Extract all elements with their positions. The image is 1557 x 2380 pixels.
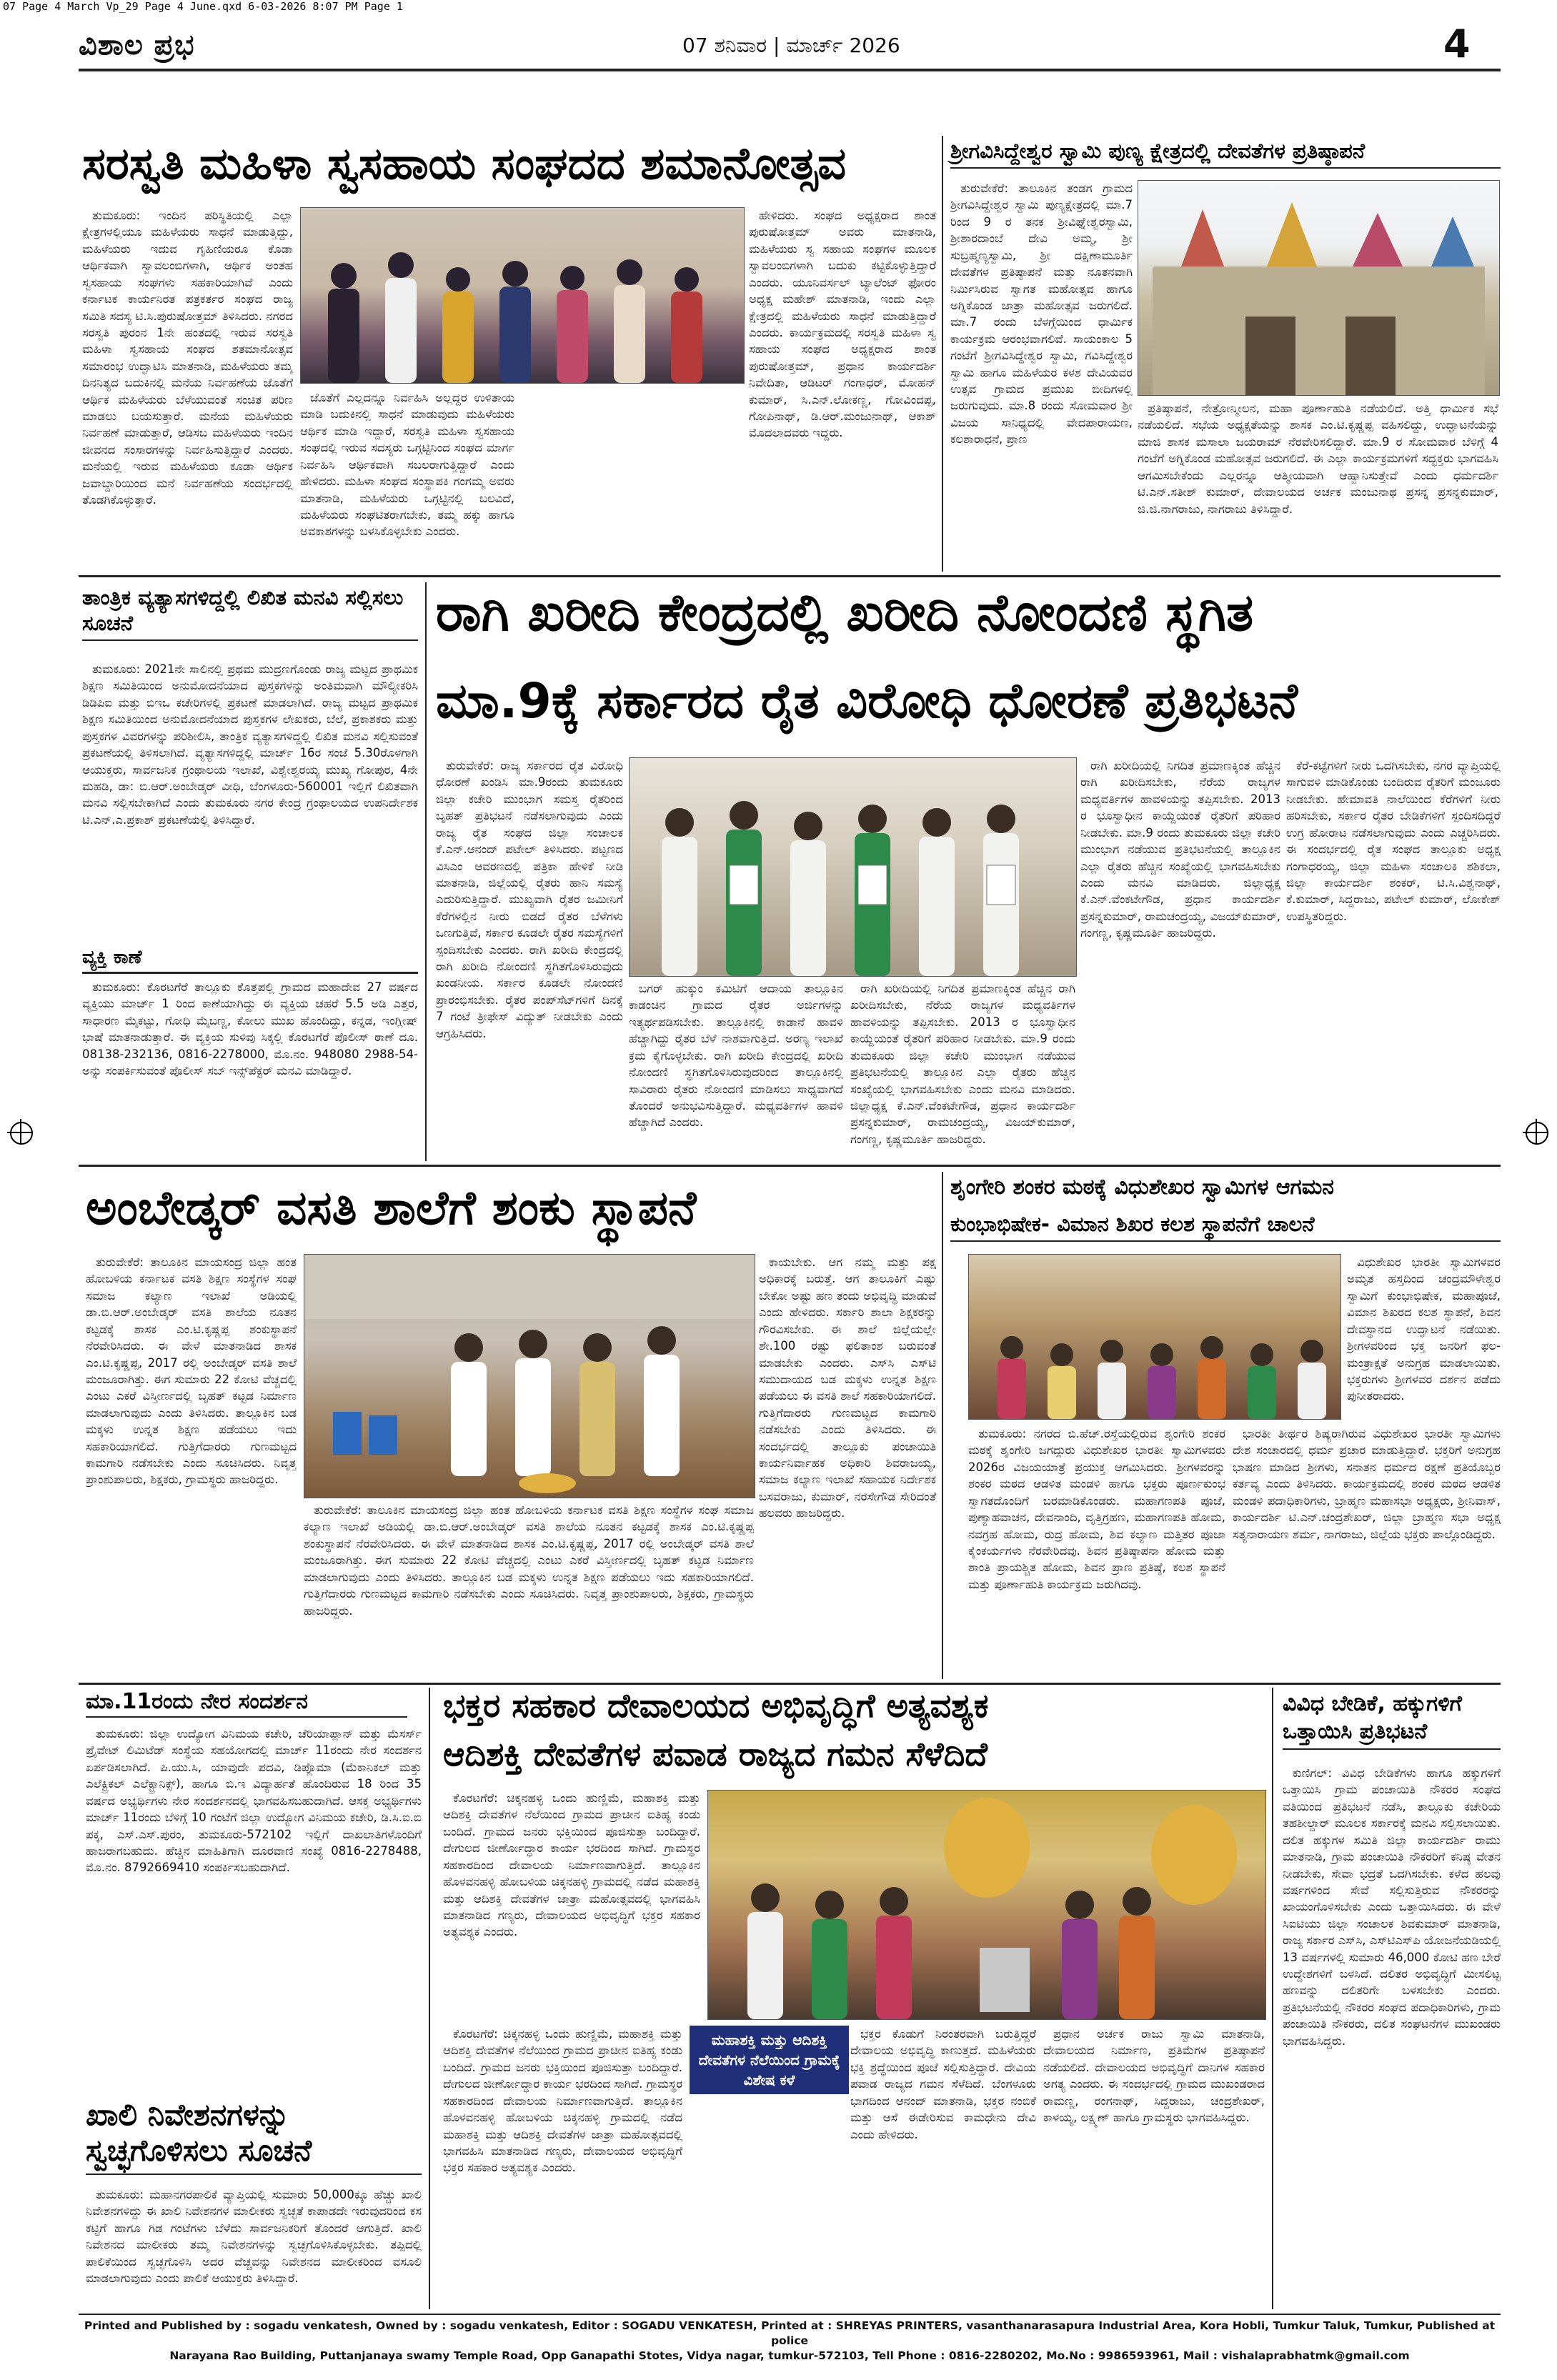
column-divider [942,1172,943,1679]
temple-devotees-illustration [708,1791,1265,2019]
issue-date: 07 ಶನಿವಾರ | ಮಾರ್ಚ್ 2026 [682,34,900,57]
article-temple-col1: ಕೊರಟಗೆರೆ: ಚಿಕ್ಕನಹಳ್ಳಿ ಒಂದು ಹುಣ್ಣಿಮೆ, ಮಹಾಶಕ್ತಿ ಮತ್ತು ಆದಿಶಕ್ತಿ ದೇವತೆಗಳ ನೆಲೆಯಿಂದ ಗ್ರಾಮದ ಪ್ರಾಚೀನ ಐತಿಹ್ಯ ಕಂಡು ಬಂದಿದೆ. ಗ್ರಾಮದ ಜನರು ಭಕ್ತಿಯಿಂದ ಪೂಜಿಸುತ್ತಾ ಬಂದಿದ್ದಾರೆ. ದೇಗುಲದ ಜೀರ್ಣೋದ್ಧಾರ ಕಾರ್ಯ ಭರದಿಂದ ಸಾಗಿದೆ. ಗ್ರಾಮಸ್ಥರ ಸಹಕಾರದಿಂದ ದೇವಾಲಯ ನಿರ್ಮಾಣವಾಗುತ್ತಿದೆ. ತಾಲ್ಲೂಕಿನ ಹೊಳವನಹಳ್ಳಿ ಹೋಬಳಿಯ ಚಿಕ್ಕನಹಳ್ಳಿ ಗ್ರಾಮದಲ್ಲಿ ನಡೆದ ಮಹಾಶಕ್ತಿ ಮತ್ತು ಆದಿಶಕ್ತಿ ದೇವತೆಗಳ ಜಾತ್ರಾ ಮಹೋತ್ಸವದಲ್ಲಿ ಭಾಗವಹಿಸಿ ಮಾತನಾಡಿದ ಗಣ್ಯರು, ದೇವಾಲಯದ ಅಭಿವೃದ್ಧಿಗೆ ಭಕ್ತರ ಸಹಕಾರ ಅತ್ಯವಶ್ಯಕ ಎಂದರು. [443,1791,700,1939]
article-technical-differences: ತುಮಕೂರು: 2021ನೇ ಸಾಲಿನಲ್ಲಿ ಪ್ರಥಮ ಮುದ್ರಣಗೊಂಡು ರಾಜ್ಯ ಮಟ್ಟದ ಪ್ರಾಥಮಿಕ ಶಿಕ್ಷಣ ಸಮಿತಿಯಿಂದ ಅನುಮೋದನೆಯಾದ ಪುಸ್ತಕಗಳನ್ನು ಅಂತಿಮವಾಗಿ ಮೌಲ್ಯೀಕರಿಸಿ ಡಿಡಿಪಿಐ ಮತ್ತು ಬಿಇಒ ಕಚೇರಿಗಳಲ್ಲಿ ಪ್ರಕಟಣೆ ಮಾಡಲಾಗಿದೆ. ರಾಜ್ಯ ಮಟ್ಟದ ಪ್ರಾಥಮಿಕ ಶಿಕ್ಷಣ ಸಮಿತಿಯಿಂದ ಅನುಮೋದನೆಯಾದ ಪುಸ್ತಕಗಳ ಲೇಖಕರು, ಬೆಲೆ, ಪ್ರಕಾಶಕರು ಮತ್ತು ಪುಸ್ತಕಗಳ ವಿವರಗಳನ್ನು ಪರಿಶೀಲಿಸಿ, ತಾಂತ್ರಿಕ ವ್ಯತ್ಯಾಸಗಳಿದ್ದಲ್ಲಿ ಲಿಖಿತ ಮನವಿ ಸಲ್ಲಿಸುವಂತೆ ಪ್ರಕಟಣೆಯಲ್ಲಿ ತಿಳಿಸಲಾಗಿದೆ. ವ್ಯತ್ಯಾಸಗಳಿದ್ದಲ್ಲಿ ಮಾರ್ಚ್ 16ರ ಸಂಜೆ 5.30ರೊಳಗಾಗಿ ಆಯುಕ್ತರು, ಸಾರ್ವಜನಿಕ ಗ್ರಂಥಾಲಯ ಇಲಾಖೆ, ವಿಶ್ವೇಶ್ವರಯ್ಯ ಮುಖ್ಯ ಗೋಪುರ, 4ನೇ ಮಹಡಿ, ಡಾ: ಬಿ.ಆರ್.ಅಂಬೇಡ್ಕರ್ ವೀಧಿ, ಬೆಂಗಳೂರು-560001 ಇಲ್ಲಿಗೆ ಲಿಖಿತವಾಗಿ ಮನವಿ ಸಲ್ಲಿಸಬೇಕಾಗಿದೆ ಎಂದು ತುಮಕೂರು ನಗರ ಕೇಂದ್ರ ಗ್ರಂಥಾಲಯದ ಉಪನಿರ್ದೇಶಕ ಟಿ.ಎನ್.ಎ.ಪ್ರಕಾಶ್ ಪ್ರಕಟಣೆಯಲ್ಲಿ ತಿಳಿಸಿದ್ದಾರೆ. [82,662,418,827]
subheadline-kumbhabhisheka: ಕುಂಭಾಭಿಷೇಕ- ವಿಮಾನ ಶಿಖರ ಕಲಶ ಸ್ಥಾಪನೆಗೆ ಚಾಲನೆ [950,1213,1501,1242]
headline-vacant-sites: ಖಾಲಿ ನಿವೇಶನಗಳನ್ನು ಸ್ವಚ್ಛಗೊಳಿಸಲು ಸೂಚನೆ [86,2097,422,2175]
article-ragi-col1: ತುರುವೇಕೆರೆ: ರಾಜ್ಯ ಸರ್ಕಾರದ ರೈತ ವಿರೋಧಿ ಧೋರಣೆ ಖಂಡಿಸಿ ಮಾ.9ರಂದು ತುಮಕೂರು ಜಿಲ್ಲಾ ಕಚೇರಿ ಮುಂಭಾಗ ಸಮಸ್ತ ರೈತರಿಂದ ಬೃಹತ್ ಪ್ರತಿಭಟನೆ ನಡೆಸಲಾಗುವುದು ಎಂದು ರಾಜ್ಯ ರೈತ ಸಂಘದ ಜಿಲ್ಲಾ ಸಂಚಾಲಕ ಕೆ.ಎನ್.ಆನಂದ್ ಪಟೇಲ್ ತಿಳಿಸಿದರು. ಪಟ್ಟಣದ ವಿಸಿಎಂ ಆವರಣದಲ್ಲಿ ಪತ್ರಿಕಾ ಹೇಳಿಕೆ ನೀಡಿ ಮಾತನಾಡಿ, ಜಿಲ್ಲೆಯಲ್ಲಿ ರೈತರು ಹಾನಿ ಸಮಸ್ಯೆ ಎದುರಿಸುತ್ತಿದ್ದಾರೆ. ಮುಖ್ಯವಾಗಿ ರೈತರ ಜಮೀನಿಗೆ ಕೆರೆಗಳಲ್ಲಿನ ನೀರು ಬಿಡದೆ ರೈತರ ಬೆಳೆಗಳು ಒಣಗುತ್ತಿವೆ, ಸರ್ಕಾರ ಕೂಡಲೇ ರೈತರ ಸಮಸ್ಯೆಗಳಿಗೆ ಸ್ಪಂದಿಸಬೇಕು ಎಂದರು. ರಾಗಿ ಖರೀದಿ ಕೇಂದ್ರದಲ್ಲಿ ರಾಗಿ ಖರೀದಿ ನೋಂದಣಿ ಸ್ಥಗಿತಗೊಳಿಸಿರುವುದು ಖಂಡನೀಯ. ಸರ್ಕಾರ ಕೂಡಲೇ ನೋಂದಣಿ ಪ್ರಾರಂಭಿಸಬೇಕು. ರೈತರ ಪಂಪ್‌ಸೆಟ್‌ಗಳಿಗೆ ದಿನಕ್ಕೆ 7 ಗಂಟೆ ತ್ರೀಫೇಸ್ ವಿದ್ಯುತ್ ನೀಡಬೇಕು ಎಂದು ಆಗ್ರಹಿಸಿದರು. [436,759,623,1040]
page-number: 4 [1443,21,1471,66]
photo-temple [1138,180,1500,396]
article-saraswathi-col3: ಹೇಳಿದರು. ಸಂಘದ ಅಧ್ಯಕ್ಷರಾದ ಶಾಂತ ಪುರುಷೋತ್ತಮ್ ಅವರು ಮಾತನಾಡಿ, ಮಹಿಳೆಯರು ಸ್ವ ಸಹಾಯ ಸಂಘಗಳ ಮೂಲಕ ಸ್ವಾವಲಂಬಿಗಳಾಗಿ ಬದುಕು ಕಟ್ಟಿಕೊಳ್ಳುತ್ತಿದ್ದಾರೆ ಎಂದರು. ಯೂನಿವರ್ಸಲ್ ಟ್ಯಾಲೆಂಟ್ ಫೋರಂ ಅಧ್ಯಕ್ಷ ಮಹೇಶ್ ಮಾತನಾಡಿ, ಇಂದು ಎಲ್ಲಾ ಕ್ಷೇತ್ರದಲ್ಲಿ ಮಹಿಳೆಯರು ಸಾಧನೆ ಮಾಡುತ್ತಿದ್ದಾರೆ ಎಂದರು. ಕಾರ್ಯಕ್ರಮದಲ್ಲಿ ಸರಸ್ವತಿ ಮಹಿಳಾ ಸ್ವ ಸಹಾಯ ಸಂಘದ ಅಧ್ಯಕ್ಷರಾದ ಶಾಂತ ಪುರುಷೋತ್ತಮ್, ಪ್ರಧಾನ ಕಾರ್ಯದರ್ಶಿ ನಿವೇದಿತಾ, ಆಡಿಟರ್ ಗಂಗಾಧರ್, ಮೋಹನ್ ಕುಮಾರ್, ಸಿ.ಎನ್.ಲೋಕಣ್ಣ, ಗೋವಿಂದಪ್ಪ, ಗೋಪಿನಾಥ್, ಡಿ.ಆರ್.ಮಂಜುನಾಥ್, ಆಕಾಶ್ ಮೊದಲಾದವರು ಇದ್ದರು. [749,209,936,440]
imprint-line-2: Narayana Rao Building, Puttanjanaya swamy Temple Road, Opp Ganapathi Stotes, Vidya nagar, tumkur-572103, Tell Phone : 0816-2280202, Mo.No : 9986593961, Mail : vishalaprabhatmk@gmail.com [169,2349,1410,2362]
registration-mark-icon [10,1122,33,1145]
kicker-box-adishakti: ಮಹಾಶಕ್ತಿ ಮತ್ತು ಆದಿಶಕ್ತಿ ದೇವತೆಗಳ ನೆಲೆಯಿಂದ ಗ್ರಾಮಕ್ಕೆ ವಿಶೇಷ ಕಳೆ [690,2026,849,2094]
photo-farmers-protest [629,757,1077,977]
column-divider [429,1688,430,2309]
article-temple-col3: ಪ್ರಧಾನ ಅರ್ಚಕ ರಾಜು ಸ್ವಾಮಿ ಮಾತನಾಡಿ, ದೇವಾಲಯದ ನಿರ್ಮಾಣ, ಪ್ರತಿಮೆಗಳ ಪ್ರತಿಷ್ಠಾಪನೆ ನಡೆಯಲಿದೆ. ದೇವಾಲಯದ ಅಭಿವೃದ್ಧಿಗೆ ದಾನಿಗಳ ಸಹಕಾರ ಅಗತ್ಯ ಎಂದರು. ಈ ಸಂದರ್ಭದಲ್ಲಿ ಗ್ರಾಮದ ಮುಖಂಡರಾದ ರಾಮಣ್ಣ, ರಂಗನಾಥ್, ಸಿದ್ದರಾಜು, ಚಂದ್ರಶೇಖರ್, ಕಾಳಯ್ಯ, ಲಕ್ಷ್ಮಣ್ ಹಾಗೂ ಗ್ರಾಮಸ್ಥರು ಭಾಗವಹಿಸಿದ್ದರು. [1043,2027,1265,2125]
headline-gavisiddeshwara: ಶ್ರೀಗವಿಸಿದ್ದೇಶ್ವರ ಸ್ವಾಮಿ ಪುಣ್ಯ ಕ್ಷೇತ್ರದಲ್ಲಿ ದೇವತೆಗಳ ಪ್ರತಿಷ್ಠಾಪನೆ [950,140,1501,169]
imprint-line-1: Printed and Published by : sogadu venkatesh, Owned by : sogadu venkatesh, Editor : SOGADU VENKATESH, Printed at : SHREYAS PRINTERS, vasanthanarasapura Industrial Area, Kora Hobli, Tumkur Taluk, Tumkur, Published at police [84,2319,1496,2347]
article-ragi-col2b: ರಾಗಿ ಖರೀದಿಯಲ್ಲಿ ನಿಗದಿತ ಪ್ರಮಾಣಕ್ಕಿಂತ ಹೆಚ್ಚಿನ ರಾಗಿ ಖರೀದಿಸಬೇಕು, ನೆರೆಯ ರಾಜ್ಯಗಳ ಮಧ್ಯವರ್ತಿಗಳ ಹಾವಳಿಯನ್ನು ತಪ್ಪಿಸಬೇಕು. 2013 ರ ಭೂಸ್ವಾಧೀನ ಕಾಯ್ದೆಯಂತೆ ರೈತರಿಗೆ ಪರಿಹಾರ ನೀಡಬೇಕು. ಮಾ.9 ರಂದು ತುಮಕೂರು ಜಿಲ್ಲಾ ಕಚೇರಿ ಮುಂಭಾಗ ನಡೆಯುವ ಪ್ರತಿಭಟನೆಯಲ್ಲಿ ತಾಲ್ಲೂಕಿನ ಎಲ್ಲಾ ರೈತರು ಹೆಚ್ಚಿನ ಸಂಖ್ಯೆಯಲ್ಲಿ ಭಾಗವಹಿಸಬೇಕು ಎಂದು ಮನವಿ ಮಾಡಿದರು. ಜಿಲ್ಲಾಧ್ಯಕ್ಷ ಕೆ.ಎನ್.ವೆಂಕಟೇಗೌಡ, ಪ್ರಧಾನ ಕಾರ್ಯದರ್ಶಿ ಪ್ರಸನ್ನಕುಮಾರ್, ರಾಮಚಂದ್ರಯ್ಯ, ವಿಜಯ್‌ಕುಮಾರ್, ಗಂಗಣ್ಣ, ಕೃಷ್ಣಮೂರ್ತಿ ಹಾಜರಿದ್ದರು. [850,982,1075,1146]
subhead-missing-person: ವ್ಯಕ್ತಿ ಕಾಣೆ [82,947,418,974]
ceremony-illustration [304,1255,755,1498]
headline-ragi-registration: ರಾಗಿ ಖರೀದಿ ಕೇಂದ್ರದಲ್ಲಿ ಖರೀದಿ ನೋಂದಣಿ ಸ್ಥಗಿತ [436,582,1254,642]
article-gavisiddeshwara-col2: ಪ್ರತಿಷ್ಠಾಪನೆ, ನೇತ್ರೋನ್ಮೀಲನ, ಮಹಾ ಪೂರ್ಣಾಹುತಿ ನಡೆಯಲಿದೆ. ಅತ್ತಿ ಧಾರ್ಮಿಕ ಸಭೆ ನಡೆಯಲಿದೆ. ಸಭೆಯ ಅಧ್ಯಕ್ಷತೆಯನ್ನು ಶಾಸಕ ಎಂ.ಟಿ.ಕೃಷ್ಣಪ್ಪ ವಹಿಸಲಿದ್ದು, ಉದ್ಘಾಟನೆಯನ್ನು ಮಾಜಿ ಶಾಸಕ ಮಸಾಲಾ ಜಯರಾಮ್ ನೆರವೇರಿಸಲಿದ್ದಾರೆ. ಮಾ.9 ರ ಸೋಮವಾರ ಬೆಳಿಗ್ಗೆ 4 ಗಂಟೆಗೆ ಅಗ್ನಿಕೊಂಡ ಮಹೋತ್ಸವ ಜರುಗಲಿದೆ. ಈ ಎಲ್ಲಾ ಕಾರ್ಯಕ್ರಮಗಳಿಗೆ ಸದ್ಭಕ್ತರು ಭಾಗವಹಿಸಿ ಆಗಮಿಸಬೇಕೆಂದು ಎಲ್ಲರನ್ನೂ ಆತ್ಮೀಯವಾಗಿ ಆಹ್ವಾನಿಸುತ್ತೇವೆ ಎಂದು ಧರ್ಮದರ್ಶಿ ಟಿ.ಎನ್.ಸತೀಶ್ ಕುಮಾರ್, ದೇವಾಲಯದ ಅರ್ಚಕ ಮಂಜುನಾಥ ಪ್ರಸನ್ನ ಪ್ರಸನ್ನಕುಮಾರ್, ಜಿ.ಜಿ.ನಾಗರಾಜು, ನಾಗರಾಜು ತಿಳಿಸಿದ್ದಾರೆ. [1138,402,1498,516]
article-temple-col1b: ಕೊರಟಗೆರೆ: ಚಿಕ್ಕನಹಳ್ಳಿ ಒಂದು ಹುಣ್ಣಿಮೆ, ಮಹಾಶಕ್ತಿ ಮತ್ತು ಆದಿಶಕ್ತಿ ದೇವತೆಗಳ ನೆಲೆಯಿಂದ ಗ್ರಾಮದ ಪ್ರಾಚೀನ ಐತಿಹ್ಯ ಕಂಡು ಬಂದಿದೆ. ಗ್ರಾಮದ ಜನರು ಭಕ್ತಿಯಿಂದ ಪೂಜಿಸುತ್ತಾ ಬಂದಿದ್ದಾರೆ. ದೇಗುಲದ ಜೀರ್ಣೋದ್ಧಾರ ಕಾರ್ಯ ಭರದಿಂದ ಸಾಗಿದೆ. ಗ್ರಾಮಸ್ಥರ ಸಹಕಾರದಿಂದ ದೇವಾಲಯ ನಿರ್ಮಾಣವಾಗುತ್ತಿದೆ. ತಾಲ್ಲೂಕಿನ ಹೊಳವನಹಳ್ಳಿ ಹೋಬಳಿಯ ಚಿಕ್ಕನಹಳ್ಳಿ ಗ್ರಾಮದಲ್ಲಿ ನಡೆದ ಮಹಾಶಕ್ತಿ ಮತ್ತು ಆದಿಶಕ್ತಿ ದೇವತೆಗಳ ಜಾತ್ರಾ ಮಹೋತ್ಸವದಲ್ಲಿ ಭಾಗವಹಿಸಿ ಮಾತನಾಡಿದ ಗಣ್ಯರು, ದೇವಾಲಯದ ಅಭಿವೃದ್ಧಿಗೆ ಭಕ್ತರ ಸಹಕಾರ ಅತ್ಯವಶ್ಯಕ ಎಂದರು. [443,2027,682,2175]
photo-saraswathi-group [300,207,745,384]
article-temple-col2: ಭಕ್ತರ ಕೊಡುಗೆ ನಿರಂತರವಾಗಿ ಬರುತ್ತಿದ್ದರೆ ದೇವಾಲಯ ಅಭಿವೃದ್ಧಿ ಕಾಣುತ್ತದೆ. ಮಹಿಳೆಯರು ಭಕ್ತಿ ಶ್ರದ್ಧೆಯಿಂದ ಪೂಜೆ ಸಲ್ಲಿಸುತ್ತಿದ್ದಾರೆ. ದೇವಿಯ ಪವಾಡ ರಾಜ್ಯದ ಗಮನ ಸೆಳೆದಿದೆ. ಬೆಂಗಳೂರು ಭಾಗದಿಂದ ಆನಂದ್ ಮಾತನಾಡಿ, ಭಕ್ತರ ನಂಬಿಕೆ ಮತ್ತು ಆಸೆ ಈಡೇರಿಸುವ ಕಾಮಧೇನು ದೇವಿ ಎಂದು ಹೇಳಿದರು. [850,2027,1036,2141]
farmers-illustration [630,758,1076,976]
article-ragi-col4: ಕೆರೆ-ಕಟ್ಟೆಗಳಿಗೆ ನೀರು ಒದಗಿಸಬೇಕು, ನಗರ ವ್ಯಾಪ್ತಿಯಲ್ಲಿ ಸಾಗುವಳಿ ಮಾಡಿಕೊಂಡು ಬಂದಿರುವ ರೈತರಿಗೆ ಮಂಜೂರು ನೀಡಬೇಕು. ಹೇಮಾವತಿ ನಾಲೆಯಿಂದ ಕೆರೆಗಳಿಗೆ ನೀರು ಹರಿಸಬೇಕು, ಸರ್ಕಾರ ರೈತರ ಬೇಡಿಕೆಗಳಿಗೆ ಸ್ಪಂದಿಸದಿದ್ದರೆ ಉಗ್ರ ಹೋರಾಟ ನಡೆಸಲಾಗುವುದು ಎಂದು ಎಚ್ಚರಿಸಿದರು. ಈ ಸಂದರ್ಭದಲ್ಲಿ ರೈತ ಸಂಘದ ತಾಲ್ಲೂಕು ಅಧ್ಯಕ್ಷ ಗಂಗಾಧರಯ್ಯ, ಜಿಲ್ಲಾ ಮಹಿಳಾ ಸಂಚಾಲಕಿ ಶಶಿಕಲಾ, ಜಿಲ್ಲಾ ಕಾರ್ಯದರ್ಶಿ ಶಂಕರ್, ಟಿ.ಸಿ.ವಿಶ್ವನಾಥ್, ಕೆ.ಕುಮಾರ್, ಸಿದ್ದರಾಜು, ಪಟೇಲ್ ಕುಮಾರ್, ಲೋಕೇಶ್ ಉಪಸ್ಥಿತರಿದ್ದರು. [1286,759,1501,923]
group-people-illustration [301,208,744,383]
section-rule [79,1165,1501,1167]
article-ambedkar-col1: ತುರುವೇಕೆರೆ: ತಾಲೂಕಿನ ಮಾಯಸಂದ್ರ ಜಿಲ್ಲಾ ಹಂತ ಹೋಬಳಿಯ ಕರ್ನಾಟಕ ವಸತಿ ಶಿಕ್ಷಣ ಸಂಸ್ಥೆಗಳ ಸಂಘ ಸಮಾಜ ಕಲ್ಯಾಣ ಇಲಾಖೆ ಅಡಿಯಲ್ಲಿ ಡಾ.ಬಿ.ಆರ್.ಅಂಬೇಡ್ಕರ್ ವಸತಿ ಶಾಲೆಯ ನೂತನ ಕಟ್ಟಡಕ್ಕೆ ಶಾಸಕ ಎಂ.ಟಿ.ಕೃಷ್ಣಪ್ಪ ಶಂಕುಸ್ಥಾಪನೆ ನೆರವೇರಿಸಿದರು. ಈ ವೇಳೆ ಮಾತನಾಡಿದ ಶಾಸಕ ಎಂ.ಟಿ.ಕೃಷ್ಣಪ್ಪ, 2017 ರಲ್ಲಿ ಅಂಬೇಡ್ಕರ್ ವಸತಿ ಶಾಲೆ ಮಂಜೂರಾಗಿತ್ತು. ಈಗ ಸುಮಾರು 22 ಕೋಟಿ ವೆಚ್ಚದಲ್ಲಿ ಎಂಟು ಎಕರೆ ವಿಸ್ತೀರ್ಣದಲ್ಲಿ ಬೃಹತ್ ಕಟ್ಟಡ ನಿರ್ಮಾಣ ಮಾಡಲಾಗುವುದು ಎಂದು ತಿಳಿಸಿದರು. ತಾಲ್ಲೂಕಿನ ಬಡ ಮಕ್ಕಳು ಉನ್ನತ ಶಿಕ್ಷಣ ಪಡೆಯಲು ಇದು ಸಹಕಾರಿಯಾಗಲಿದೆ. ಗುತ್ತಿಗೆದಾರರು ಗುಣಮಟ್ಟದ ಕಾಮಗಾರಿ ನಡೆಸಬೇಕು ಎಂದು ಸೂಚಿಸಿದರು. ನಿವೃತ್ತ ಪ್ರಾಂಶುಪಾಲರು, ಶಿಕ್ಷಕರು, ಗ್ರಾಮಸ್ಥರು ಹಾಜರಿದ್ದರು. [86,1255,297,1487]
article-ambedkar-col2: ಕಾಯಬೇಕು. ಆಗ ನಮ್ಮ ಮತ್ತು ಪಕ್ಷ ಅಧಿಕಾರಕ್ಕೆ ಬರುತ್ತೆ. ಆಗ ತಾಲೂಕಿಗೆ ಎಷ್ಟು ಬೇಕೋ ಅಷ್ಟು ಹಣ ತಂದು ಅಭಿವೃದ್ಧಿ ಮಾಡುವೆ ಎಂದು ಹೇಳಿದರು. ಸರ್ಕಾರಿ ಶಾಲಾ ಶಿಕ್ಷಕರನ್ನು ಗೌರವಿಸಬೇಕು. ಈ ಶಾಲೆ ಜಿಲ್ಲೆಯಲ್ಲೇ ಶೇ.100 ರಷ್ಟು ಫಲಿತಾಂಶ ಬರುವಂತೆ ಮಾಡಬೇಕು ಎಂದರು. ಎಸ್‌ಸಿ ಎಸ್‌ಟಿ ಸಮುದಾಯದ ಬಡ ಮಕ್ಕಳು ಉನ್ನತ ಶಿಕ್ಷಣ ಪಡೆಯಲು ಈ ವಸತಿ ಶಾಲೆ ಸಹಕಾರಿಯಾಗಲಿದೆ. ಗುತ್ತಿಗೆದಾರರು ಗುಣಮಟ್ಟದ ಕಾಮಗಾರಿ ನಡೆಸಬೇಕು ಎಂದು ತಿಳಿಸಿದರು. ಈ ಸಂದರ್ಭದಲ್ಲಿ ತಾಲ್ಲೂಕು ಪಂಚಾಯಿತಿ ಕಾರ್ಯನಿರ್ವಾಹಕ ಅಧಿಕಾರಿ ಶಿವರಾಜಯ್ಯ, ಸಮಾಜ ಕಲ್ಯಾಣ ಇಲಾಖೆ ಸಹಾಯಕ ನಿರ್ದೇಶಕ ಬಸವರಾಜು, ಕುಮಾರ್, ನರಸೇಗೌಡ ಸೇರಿದಂತೆ ಹಲವರು ಹಾಜರಿದ್ದರು. [759,1255,936,1520]
photo-temple-devotees [707,1790,1266,2020]
devotees-illustration [969,1255,1340,1419]
photo-sringeri-mutt [968,1254,1341,1420]
headline-ambedkar-school: ಅಂಬೇಡ್ಕರ್ ವಸತಿ ಶಾಲೆಗೆ ಶಂಕು ಸ್ಥಾಪನೆ [86,1180,697,1235]
article-gavisiddeshwara-col1: ತುರುವೇಕೆರೆ: ತಾಲೂಕಿನ ತಂಡಗ ಗ್ರಾಮದ ಶ್ರೀಗವಿಸಿದ್ದೇಶ್ವರ ಸ್ವಾಮಿ ಪುಣ್ಯಕ್ಷೇತ್ರದಲ್ಲಿ ಮಾ.7 ರಿಂದ 9 ರ ತನಕ ಶ್ರೀವಿಘ್ನೇಶ್ವರಸ್ವಾಮಿ, ಶ್ರೀಶಾರದಾಂಬೆ ದೇವಿ ಅಮ್ಮ, ಶ್ರೀ ಸುಬ್ರಹ್ಮಣ್ಯಸ್ವಾಮಿ, ಶ್ರೀ ದಕ್ಷಿಣಾಮೂರ್ತಿ ದೇವತೆಗಳ ಪ್ರತಿಷ್ಠಾಪನೆ ಮತ್ತು ನೂತನವಾಗಿ ನಿರ್ಮಿಸಿರುವ ಸ್ವಾಗತ ಮಹೋತ್ಸವ ಹಾಗೂ ಅಗ್ನಿಕೊಂಡ ಜಾತ್ರಾ ಮಹೋತ್ಸವ ಜರುಗಲಿದೆ. ಮಾ.7 ರಂದು ಬೆಳಗ್ಗೆಯಿಂದ ಧಾರ್ಮಿಕ ಕಾರ್ಯಕ್ರಮ ಆರಂಭವಾಗಲಿವೆ. ಸಾಯಂಕಾಲ 5 ಗಂಟೆಗೆ ಶ್ರೀಗವಿಸಿದ್ದೇಶ್ವರ ಸ್ವಾಮಿ, ಗವಿಸಿದ್ದೇಶ್ವರ ಸ್ವಾಮಿ ಹಾಗೂ ಮಹಿಳೆಯರ ಕಳಶ ದೇವಿಯವರ ಉತ್ಸವ ಗ್ರಾಮದ ಪ್ರಮುಖ ಬೀದಿಗಳಲ್ಲಿ ಜರುಗುವುದು. ಮಾ.8 ರಂದು ಸೋಮವಾರ ಶ್ರೀ ವಿಜಯ ಸಾನಿಧ್ಯದಲ್ಲಿ ವೇದಪಾರಾಯಣ, ಕಲಶಾರಾಧನೆ, ಪ್ರಾಣ [950,181,1133,447]
article-ragi-col3: ರಾಗಿ ಖರೀದಿಯಲ್ಲಿ ನಿಗದಿತ ಪ್ರಮಾಣಕ್ಕಿಂತ ಹೆಚ್ಚಿನ ರಾಗಿ ಖರೀದಿಸಬೇಕು, ನೆರೆಯ ರಾಜ್ಯಗಳ ಮಧ್ಯವರ್ತಿಗಳ ಹಾವಳಿಯನ್ನು ತಪ್ಪಿಸಬೇಕು. 2013 ರ ಭೂಸ್ವಾಧೀನ ಕಾಯ್ದೆಯಂತೆ ರೈತರಿಗೆ ಪರಿಹಾರ ನೀಡಬೇಕು. ಮಾ.9 ರಂದು ತುಮಕೂರು ಜಿಲ್ಲಾ ಕಚೇರಿ ಮುಂಭಾಗ ನಡೆಯುವ ಪ್ರತಿಭಟನೆಯಲ್ಲಿ ತಾಲ್ಲೂಕಿನ ಎಲ್ಲಾ ರೈತರು ಹೆಚ್ಚಿನ ಸಂಖ್ಯೆಯಲ್ಲಿ ಭಾಗವಹಿಸಬೇಕು ಎಂದು ಮನವಿ ಮಾಡಿದರು. ಜಿಲ್ಲಾಧ್ಯಕ್ಷ ಕೆ.ಎನ್.ವೆಂಕಟೇಗೌಡ, ಪ್ರಧಾನ ಕಾರ್ಯದರ್ಶಿ ಪ್ರಸನ್ನಕುಮಾರ್, ರಾಮಚಂದ್ರಯ್ಯ, ವಿಜಯ್‌ಕುಮಾರ್, ಗಂಗಣ್ಣ, ಕೃಷ್ಣಮೂರ್ತಿ ಹಾಜರಿದ್ದರು. [1080,759,1280,940]
article-direct-interview: ತುಮಕೂರು: ಜಿಲ್ಲಾ ಉದ್ಯೋಗ ವಿನಿಮಯ ಕಚೇರಿ, ಚೆರಿಯಾಪ್ಲಾನ್ ಮತ್ತು ಮೆಸರ್ಸ್ ಪ್ರೈವೇಟ್ ಲಿಮಿಟೆಡ್ ಸಂಸ್ಥೆಯ ಸಹಯೋಗದಲ್ಲಿ ಮಾರ್ಚ್ 11ರಂದು ನೇರ ಸಂದರ್ಶನ ಏರ್ಪಡಿಸಲಾಗಿದೆ. ಪಿ.ಯು.ಸಿ, ಯಾವುದೇ ಪದವಿ, ಡಿಪ್ಲೊಮಾ (ಮೆಕಾನಿಕಲ್ ಮತ್ತು ಎಲೆಕ್ಟ್ರಿಕಲ್ ಎಲೆಕ್ಟ್ರಾನಿಕ್ಸ್), ಹಾಗೂ ಬಿ.ಇ ವಿದ್ಯಾರ್ಹತೆ ಹೊಂದಿರುವ 18 ರಿಂದ 35 ವರ್ಷದ ಅಭ್ಯರ್ಥಿಗಳು ನೇರ ಸಂದರ್ಶನದಲ್ಲಿ ಭಾಗವಹಿಸಬಹುದಾಗಿದೆ. ಆಸಕ್ತ ಅಭ್ಯರ್ಥಿಗಳು ಮಾರ್ಚ್ 11ರಂದು ಬೆಳಿಗ್ಗೆ 10 ಗಂಟೆಗೆ ಜಿಲ್ಲಾ ಉದ್ಯೋಗ ವಿನಿಮಯ ಕಚೇರಿ, ಡಿ.ಸಿ.ಐ.ಬಿ ಪಕ್ಕ, ಎಸ್.ಎಸ್.ಪುರಂ, ತುಮಕೂರು-572102 ಇಲ್ಲಿಗೆ ದಾಖಲಾತಿಗಳೊಂದಿಗೆ ಹಾಜರಾಗಬಹುದು. ಹೆಚ್ಚಿನ ಮಾಹಿತಿಗಾಗಿ ದೂರವಾಣಿ ಸಂಖ್ಯೆ 0816-2278488, ಮೊ.ನಂ. 8792669410 ಸಂಪರ್ಕಿಸಬಹುದಾಗಿದೆ. [86,1727,422,1875]
headline-protest-demands: ವಿವಿಧ ಬೇಡಿಕೆ, ಹಕ್ಕುಗಳಿಗೆ ಒತ್ತಾಯಿಸಿ ಪ್ರತಿಭಟನೆ [1283,1690,1501,1750]
registration-mark-icon [1526,1122,1548,1145]
headline-direct-interview: ಮಾ.11ರಂದು ನೇರ ಸಂದರ್ಶನ [86,1690,407,1718]
headline-adishakti: ಆದಿಶಕ್ತಿ ದೇವತೆಗಳ ಪವಾಡ ರಾಜ್ಯದ ಗಮನ ಸೆಳೆದಿದೆ [443,1735,988,1773]
article-protest-demands: ಕುಣಿಗಲ್: ವಿವಿಧ ಬೇಡಿಕೆಗಳು ಹಾಗೂ ಹಕ್ಕುಗಳಿಗೆ ಒತ್ತಾಯಿಸಿ ಗ್ರಾಮ ಪಂಚಾಯಿತಿ ನೌಕರರ ಸಂಘದ ವತಿಯಿಂದ ಪ್ರತಿಭಟನೆ ನಡೆಸಿ, ತಾಲ್ಲೂಕು ಕಚೇರಿಯ ತಹಶೀಲ್ದಾರ್ ಮೂಲಕ ಸರ್ಕಾರಕ್ಕೆ ಮನವಿ ಸಲ್ಲಿಸಲಾಯಿತು. ದಲಿತ ಹಕ್ಕುಗಳ ಸಮಿತಿ ಜಿಲ್ಲಾ ಕಾರ್ಯದರ್ಶಿ ರಾಮು ಮಾತನಾಡಿ, ಗ್ರಾಮ ಪಂಚಾಯಿತಿ ನೌಕರರಿಗೆ ಕನಿಷ್ಠ ವೇತನ ನೀಡಬೇಕು, ಸೇವಾ ಭದ್ರತೆ ಒದಗಿಸಬೇಕು. ಕಳೆದ ಹಲವು ವರ್ಷಗಳಿಂದ ಸೇವೆ ಸಲ್ಲಿಸುತ್ತಿರುವ ನೌಕರರನ್ನು ಖಾಯಂಗೊಳಿಸಬೇಕು ಎಂದು ಒತ್ತಾಯಿಸಿದರು. ಈ ವೇಳೆ ಸಿಐಟಿಯು ಜಿಲ್ಲಾ ಸಂಚಾಲಕ ಶಿವಕುಮಾರ್ ಮಾತನಾಡಿ, ರಾಜ್ಯ ಸರ್ಕಾರ ಎಸ್‌ಸಿ, ಎಸ್‌ಟಿಎಸ್‌ಪಿ ಯೋಜನೆಯಡಿಯಲ್ಲಿ 13 ವರ್ಷಗಳಲ್ಲಿ ಸುಮಾರು 46,000 ಕೋಟಿ ಹಣ ಬೇರೆ ಉದ್ದೇಶಗಳಿಗೆ ಬಳಸಿದೆ. ದಲಿತರ ಅಭಿವೃದ್ಧಿಗೆ ಮೀಸಲಿಟ್ಟ ಹಣವನ್ನು ದಲಿತರಿಗೇ ಬಳಸಬೇಕು ಎಂದರು. ಪ್ರತಿಭಟನೆಯಲ್ಲಿ ನೌಕರರ ಸಂಘದ ಪದಾಧಿಕಾರಿಗಳು, ಗ್ರಾಮ ಪಂಚಾಯಿತಿ ನೌಕರರು, ದಲಿತ ಸಂಘಟನೆಗಳ ಮುಖಂಡರು ಭಾಗವಹಿಸಿದ್ದರು. [1283,1766,1501,2048]
section-rule [79,1683,1501,1685]
section-rule [79,575,1501,577]
article-sringeri-col1: ತುಮಕೂರು: ನಗರದ ಬಿ.ಹೆಚ್.ರಸ್ತೆಯಲ್ಲಿರುವ ಶೃಂಗೇರಿ ಶಂಕರ ಮಠಕ್ಕೆ ಶೃಂಗೇರಿ ಜಗದ್ಗುರು ವಿಧುಶೇಖರ ಭಾರತೀ ಸ್ವಾಮಿಗಳವರು 2026ರ ವಿಜಯಯಾತ್ರೆ ಪ್ರಯುಕ್ತ ಆಗಮಿಸಿದರು. ಶ್ರೀಗಳವರನ್ನು ಶಂಕರ ಮಠದ ಆಡಳಿತ ಮಂಡಳಿ ಹಾಗೂ ಭಕ್ತರು ಪೂರ್ಣಕುಂಭ ಸ್ವಾಗತದೊಂದಿಗೆ ಬರಮಾಡಿಕೊಂಡರು. ಮಹಾಗಣಪತಿ ಪೂಜೆ, ಪುಣ್ಯಾಹವಾಚನ, ದೇವನಾಂದಿ, ವೃತ್ತಿಗ್ರಹಣ, ಮಹಾಗಣಪತಿ ಹೋಮ, ನವಗ್ರಹ ಹೋಮ, ರುದ್ರ ಹೋಮ, ಶಿವ ಕಲ್ಯಾಣ ಮತ್ತಿತರ ಪೂಜಾ ಕೈಂಕರ್ಯಗಳು ನೆರವೇರಿದವು. ಶಿವನ ಪ್ರತಿಷ್ಠಾಪನಾ ಹೋಮ ಮತ್ತು ಶಾಂತಿ ಪ್ರಾಯಶ್ಚಿತ ಹೋಮ, ಶಿವನ ಪ್ರಾಣ ಪ್ರತಿಷ್ಠೆ, ಕಲಶ ಸ್ಥಾಪನೆ ಮತ್ತು ಪೂರ್ಣಾಹುತಿ ಕಾರ್ಯಕ್ರಮ ಜರುಗಿದವು. [968,1427,1225,1591]
headline-sringeri-swamiji: ಶೃಂಗೇರಿ ಶಂಕರ ಮಠಕ್ಕೆ ವಿಧುಶೇಖರ ಸ್ವಾಮಿಗಳ ಆಗಮನ [950,1175,1334,1200]
article-missing-person: ತುಮಕೂರು: ಕೊರಟಗೆರೆ ತಾಲ್ಲೂಕು ಕೊತ್ತಪಲ್ಲಿ ಗ್ರಾಮದ ಮಹಾದೇವ 27 ವರ್ಷದ ವ್ಯಕ್ತಿಯು ಮಾರ್ಚ್ 1 ರಿಂದ ಕಾಣೆಯಾಗಿದ್ದು ಈ ವ್ಯಕ್ತಿಯ ಚಹರೆ 5.5 ಅಡಿ ಎತ್ತರ, ಸಾಧಾರಣ ಮೈಕಟ್ಟು, ಗೋಧಿ ಮೈಬಣ್ಣ, ಕೋಲು ಮುಖ ಹೊಂದಿದ್ದು, ಕನ್ನಡ, ಇಂಗ್ಲೀಷ್ ಭಾಷೆ ಮಾತನಾಡುತ್ತಾರೆ. ಈ ವ್ಯಕ್ತಿಯ ಸುಳಿವು ಸಿಕ್ಕಲ್ಲಿ ಕೊರಟಗೆರೆ ಪೊಲೀಸ್ ಠಾಣೆ ದೂ. 08138-232136, 0816-2278000, ಮೊ.ನಂ. 948080 2988-54-ಅನ್ನು ಸಂಪರ್ಕಿಸುವಂತೆ ಪೊಲೀಸ್ ಸಬ್ ಇನ್ಸ್‌ಪೆಕ್ಟರ್ ಮನವಿ ಮಾಡಿದ್ದಾರೆ. [82,980,418,1078]
temple-illustration [1138,181,1499,395]
column-divider [425,582,427,1161]
article-saraswathi-col2: ಜೊತೆಗೆ ಎಲ್ಲದನ್ನೂ ನಿರ್ವಹಿಸಿ ಅಲ್ಲದ್ದರ ಉಳಿತಾಯ ಮಾಡಿ ಬದುಕಿನಲ್ಲಿ ಸಾಧನೆ ಮಾಡುವುದು ಮಹಿಳೆಯರು ಆರ್ಥಿಕ ಮಾಡಿ ಇದ್ದಾರೆ, ಸರಸ್ವತಿ ಮಹಿಳಾ ಸ್ವಸಹಾಯ ಸಂಘದಲ್ಲಿ ಇರುವ ಸದಸ್ಯರು ಒಗ್ಗಟ್ಟಿನಿಂದ ಸಂಘದ ಮಾರ್ಗ ನಿರ್ವಹಿಸಿ ಆರ್ಥಿಕವಾಗಿ ಸಬಲರಾಗುತ್ತಿದ್ದಾರೆ ಎಂದು ಹೇಳಿದರು. ಮಹಿಳಾ ಸಂಘದ ಸಂಸ್ಥಾಪಕಿ ಗಂಗಮ್ಮ ಅವರು ಮಾತನಾಡಿ, ಮಹಿಳೆಯರು ಒಗ್ಗಟ್ಟಿನಲ್ಲಿ ಬಲವಿದೆ, ಮಹಿಳೆಯರು ಸಂಘಟಿತರಾಗಬೇಕು, ತಮ್ಮ ಹಕ್ಕು ಹಾಗೂ ಅವಕಾಶಗಳನ್ನು ಬಳಸಿಕೊಳ್ಳಬೇಕು ಎಂದರು. [300,391,514,539]
article-sringeri-side: ವಿಧುಶೇಖರ ಭಾರತೀ ಸ್ವಾಮಿಗಳವರ ಅಮೃತ ಹಸ್ತದಿಂದ ಚಂದ್ರಮೌಳೇಶ್ವರ ಸ್ವಾಮಿಗೆ ಕುಂಭಾಭಿಷೇಕ, ಮಹಾಪೂಜೆ, ವಿಮಾನ ಶಿಖರದ ಕಲಶ ಸ್ಥಾಪನೆ, ಶಿವನ ದೇವಸ್ಥಾನದ ಉದ್ಘಾಟನೆ ನಡೆಯಿತು. ಶ್ರೀಗಳವರಿಂದ ಭಕ್ತ ಜನರಿಗೆ ಫಲ-ಮಂತ್ರಾಕ್ಷತೆ ಅನುಗ್ರಹ ಮಾಡಲಾಯಿತು. ಭಕ್ತರುಗಳು ಶ್ರೀಗಳವರ ದರ್ಶನ ಪಡೆದು ಪುನೀತರಾದರು. [1347,1255,1501,1403]
headline-technical-differences: ತಾಂತ್ರಿಕ ವ್ಯತ್ಯಾಸಗಳಿದ್ದಲ್ಲಿ ಲಿಖಿತ ಮನವಿ ಸಲ್ಲಿಸಲು ಸೂಚನೆ [82,584,418,641]
imprint-footer [79,2319,1501,2364]
column-divider [1272,1688,1273,2309]
column-divider [942,136,943,572]
article-ragi-col2: ಬಗರ್ ಹುಕ್ಕುಂ ಕಮಿಟಿಗೆ ಆದಾಯ ತಾಲ್ಲೂಕಿನ ಕಾಡಂಚಿನ ಗ್ರಾಮದ ರೈತರ ಅರ್ಜಿಗಳನ್ನು ಇತ್ಯರ್ಥಪಡಿಸಬೇಕು. ತಾಲ್ಲೂಕಿನಲ್ಲಿ ಕಾಡಾನೆ ಹಾವಳಿ ಹೆಚ್ಚಾಗಿದ್ದು ರೈತರ ಬೆಳೆ ನಾಶವಾಗುತ್ತಿದೆ. ಅರಣ್ಯ ಇಲಾಖೆ ಕ್ರಮ ಕೈಗೊಳ್ಳಬೇಕು. ರಾಗಿ ಖರೀದಿ ಕೇಂದ್ರದಲ್ಲಿ ಖರೀದಿ ನೋಂದಣಿ ಸ್ಥಗಿತಗೊಳಿಸಿರುವುದರಿಂದ ತಾಲ್ಲೂಕಿನಲ್ಲಿ ಸಾವಿರಾರು ರೈತರು ನೋಂದಣಿ ಮಾಡಿಸಲು ಸಾಧ್ಯವಾಗದೆ ತೊಂದರೆ ಅನುಭವಿಸುತ್ತಿದ್ದಾರೆ. ಮಧ್ಯವರ್ತಿಗಳ ಹಾವಳಿ ಹೆಚ್ಚಾಗಿದೆ ಎಂದರು. [629,982,843,1130]
photo-foundation-stone [304,1254,755,1498]
article-sringeri-col2: ಭಾರತೀ ತೀರ್ಥರ ಶಿಷ್ಯರಾಗಿರುವ ವಿಧುಶೇಖರ ಭಾರತೀ ಸ್ವಾಮಿಗಳು ದೇಶ ಸಂಚಾರದಲ್ಲಿ ಧರ್ಮ ಪ್ರಚಾರ ಮಾಡುತ್ತಿದ್ದಾರೆ. ಭಕ್ತರಿಗೆ ಅನುಗ್ರಹ ಭಾಷಣ ಮಾಡಿದ ಶ್ರೀಗಳು, ಸನಾತನ ಧರ್ಮದ ರಕ್ಷಣೆ ಪ್ರತಿಯೊಬ್ಬರ ಕರ್ತವ್ಯ ಎಂದು ತಿಳಿಸಿದರು. ಕಾರ್ಯಕ್ರಮದಲ್ಲಿ ಶಂಕರ ಮಠದ ಆಡಳಿತ ಮಂಡಳಿ ಪದಾಧಿಕಾರಿಗಳು, ಬ್ರಾಹ್ಮಣ ಮಹಾಸಭಾ ಅಧ್ಯಕ್ಷರು, ಶ್ರೀನಿವಾಸ್, ಕಾರ್ಯದರ್ಶಿ ಟಿ.ಎನ್.ಚಂದ್ರಶೇಖರ್, ಜಿಲ್ಲಾ ಬ್ರಾಹ್ಮಣ ಸಭಾ ಅಧ್ಯಕ್ಷ ಸತ್ಯನಾರಾಯಣ ಶರ್ಮ, ನಾಗರಾಜು, ಜಿಲ್ಲೆಯ ಭಕ್ತರು ಪಾಲ್ಗೊಂಡಿದ್ದರು. [1233,1427,1501,1541]
print-slug: 07 Page 4 March Vp_29 Page 4 June.qxd 6-03-2026 8:07 PM Page 1 [3,0,403,13]
article-ambedkar-col3: ತುರುವೇಕೆರೆ: ತಾಲೂಕಿನ ಮಾಯಸಂದ್ರ ಜಿಲ್ಲಾ ಹಂತ ಹೋಬಳಿಯ ಕರ್ನಾಟಕ ವಸತಿ ಶಿಕ್ಷಣ ಸಂಸ್ಥೆಗಳ ಸಂಘ ಸಮಾಜ ಕಲ್ಯಾಣ ಇಲಾಖೆ ಅಡಿಯಲ್ಲಿ ಡಾ.ಬಿ.ಆರ್.ಅಂಬೇಡ್ಕರ್ ವಸತಿ ಶಾಲೆಯ ನೂತನ ಕಟ್ಟಡಕ್ಕೆ ಶಾಸಕ ಎಂ.ಟಿ.ಕೃಷ್ಣಪ್ಪ ಶಂಕುಸ್ಥಾಪನೆ ನೆರವೇರಿಸಿದರು. ಈ ವೇಳೆ ಮಾತನಾಡಿದ ಶಾಸಕ ಎಂ.ಟಿ.ಕೃಷ್ಣಪ್ಪ, 2017 ರಲ್ಲಿ ಅಂಬೇಡ್ಕರ್ ವಸತಿ ಶಾಲೆ ಮಂಜೂರಾಗಿತ್ತು. ಈಗ ಸುಮಾರು 22 ಕೋಟಿ ವೆಚ್ಚದಲ್ಲಿ ಎಂಟು ಎಕರೆ ವಿಸ್ತೀರ್ಣದಲ್ಲಿ ಬೃಹತ್ ಕಟ್ಟಡ ನಿರ್ಮಾಣ ಮಾಡಲಾಗುವುದು ಎಂದು ತಿಳಿಸಿದರು. ತಾಲ್ಲೂಕಿನ ಬಡ ಮಕ್ಕಳು ಉನ್ನತ ಶಿಕ್ಷಣ ಪಡೆಯಲು ಇದು ಸಹಕಾರಿಯಾಗಲಿದೆ. ಗುತ್ತಿಗೆದಾರರು ಗುಣಮಟ್ಟದ ಕಾಮಗಾರಿ ನಡೆಸಬೇಕು ಎಂದು ಸೂಚಿಸಿದರು. ನಿವೃತ್ತ ಪ್ರಾಂಶುಪಾಲರು, ಶಿಕ್ಷಕರು, ಗ್ರಾಮಸ್ಥರು ಹಾಜರಿದ್ದರು. [304,1503,754,1618]
headline-saraswathi: ಸರಸ್ವತಿ ಮಹಿಳಾ ಸ್ವಸಹಾಯ ಸಂಘದದ ಶಮಾನೋತ್ಸವ [82,137,847,189]
masthead-logo: ವಿಶಾಲ ಪ್ರಭ [79,29,195,61]
masthead-rule [79,69,1501,71]
headline-devotees-cooperation: ಭಕ್ತರ ಸಹಕಾರ ದೇವಾಲಯದ ಅಭಿವೃದ್ಧಿಗೆ ಅತ್ಯವಶ್ಯಕ [443,1686,989,1725]
article-vacant-sites: ತುಮಕೂರು: ಮಹಾನಗರಪಾಲಿಕೆ ವ್ಯಾಪ್ತಿಯಲ್ಲಿ ಸುಮಾರು 50,000ಕ್ಕೂ ಹೆಚ್ಚು ಖಾಲಿ ನಿವೇಶನಗಳಿದ್ದು ಈ ಖಾಲಿ ನಿವೇಶನಗಳ ಮಾಲೀಕರು ಸ್ವಚ್ಛತೆ ಕಾಪಾಡದೇ ಇರುವುದರಿಂದ ಕಸ ಕಟ್ಟಿಗೆ ಹಾಗೂ ಗಿಡ ಗಂಟೆಗಳು ಬೆಳೆದು ಸಾರ್ವಜನಿಕರಿಗೆ ತೊಂದರೆ ಆಗುತ್ತಿದೆ. ಖಾಲಿ ನಿವೇಶನದ ಮಾಲೀಕರು ತಮ್ಮ ನಿವೇಶನಗಳನ್ನು ಸ್ವಚ್ಛಗೊಳಿಸಿಕೊಳ್ಳಬೇಕು. ತಪ್ಪಿದಲ್ಲಿ ಪಾಲಿಕೆಯಿಂದ ಸ್ವಚ್ಛಗೊಳಿಸಿ ಅದರ ವೆಚ್ಚವನ್ನು ನಿವೇಶನದ ಮಾಲೀಕರಿಂದ ವಸೂಲಿ ಮಾಡಲಾಗುವುದು ಎಂದು ಪಾಲಿಕೆ ಆಯುಕ್ತರು ತಿಳಿಸಿದ್ದಾರೆ. [86,2188,422,2286]
headline-protest-march9: ಮಾ.9ಕ್ಕೆ ಸರ್ಕಾರದ ರೈತ ವಿರೋಧಿ ಧೋರಣೆ ಪ್ರತಿಭಟನೆ [436,673,1298,730]
footer-rule [79,2314,1501,2315]
article-saraswathi-col1: ತುಮಕೂರು: ಇಂದಿನ ಪರಿಸ್ಥಿತಿಯಲ್ಲಿ ಎಲ್ಲಾ ಕ್ಷೇತ್ರಗಳಲ್ಲಿಯೂ ಮಹಿಳೆಯರು ಸಾಧನೆ ಮಾಡುತ್ತಿದ್ದು, ಮಹಿಳೆಯರು ಇದುವ ಗೃಹಿಣಿಯರೂ ಕೊಡಾ ಆರ್ಥಿಕವಾಗಿ ಸ್ವಾವಲಂಬಿಗಳಾಗಿ, ಆರ್ಥಿಕ ಅಂತಹ ಸ್ವಸಹಾಯ ಸಂಘಗಳು ಸಹಕಾರಿಯಾಗಿವೆ ಎಂದು ಕರ್ನಾಟಕ ಕಾರ್ಯನಿರತ ಪತ್ರಕರ್ತರ ಸಂಘದ ರಾಜ್ಯ ಸಮಿತಿ ಸದಸ್ಯ ಟಿ.ಸಿ.ಪುರುಷೋತ್ತಮ್ ತಿಳಿಸಿದರು. ನಗರದ ಸರಸ್ವತಿ ಪುರಂನ 1ನೇ ಹಂತದಲ್ಲಿ ಇರುವ ಸರಸ್ವತಿ ಮಹಿಳಾ ಸ್ವಸಹಾಯ ಸಂಘದ ಶತಮಾನೋತ್ಸವ ಸಮಾರಂಭ ಉದ್ಘಾಟಿಸಿ ಮಾತನಾಡಿ, ಮಹಿಳೆಯರು ತಮ್ಮ ದಿನನಿತ್ಯದ ಬದುಕಿನಲ್ಲಿ ಮನೆಯ ನಿರ್ವಹಣೆಯ ಜೊತೆಗೆ ಆರ್ಥಿಕ ಮಹಿಳೆಯರು ಬೆಳೆಯುವಂತೆ ಸಂಚಿತ ಪರಿಣ ಮಾಡಲು ಬಯಸುತ್ತಾರೆ. ಮನೆಯ ಮಹಿಳೆಯರು ನಿರ್ವಹಣೆ ಮಾಡುತ್ತಾರೆ, ಆಡಿಸಬ ಮಹಿಳೆಯರು ಇಂದಿನ ಜೀವನದ ಸಂಸಾರಗಳನ್ನು ನಿರ್ವಹಿಸುತ್ತಿದ್ದಾರೆ ಎಂದರು. ಮನೆಯಲ್ಲಿ ಇರುವ ಮಹಿಳೆಯರು ಕೂಡಾ ಆರ್ಥಿಕ ಜವಾಬ್ದಾರಿಯಿಂದ ಮನೆ ನಿರ್ವಹಣೆಯ ಸಂದರ್ಭದಲ್ಲಿ ತೊಡಗಿಕೊಳ್ಳುತ್ತಾರೆ. [82,209,293,507]
